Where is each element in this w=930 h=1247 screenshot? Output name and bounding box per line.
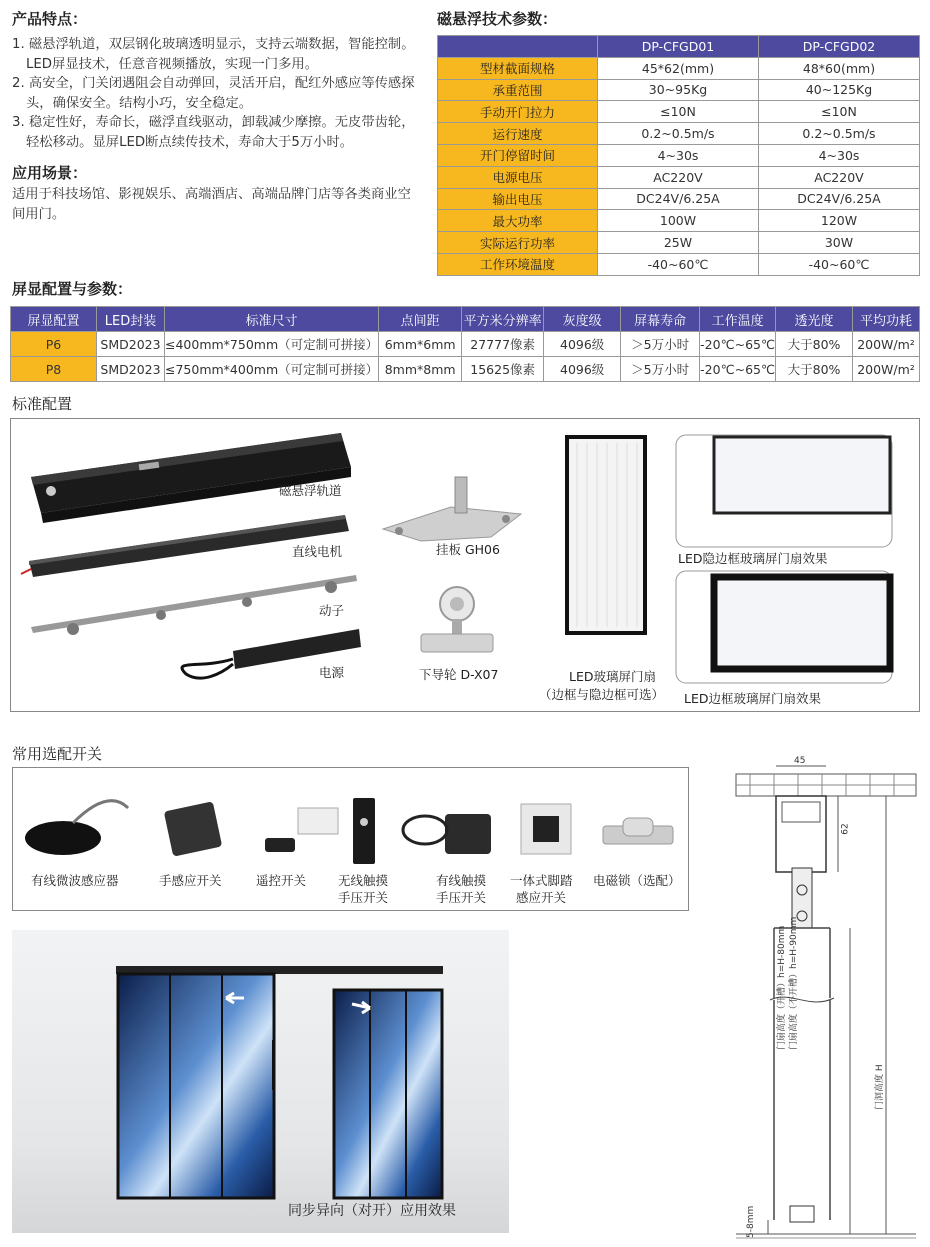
tech-value: 40~125Kg: [759, 79, 920, 101]
feature-item: 3. 稳定性好，寿命长，磁浮直线驱动，卸载减少摩擦。无皮带齿轮，轻松移动。显屏LED断点续传技术，寿命大于5万小时。: [12, 115, 415, 150]
caption-track: 磁悬浮轨道: [279, 483, 342, 498]
tech-value: 25W: [598, 232, 759, 254]
screen-cell: SMD2023: [97, 332, 165, 357]
tech-value: 48*60(mm): [759, 57, 920, 79]
tech-row: [438, 188, 920, 210]
wireless-touch-image: [353, 798, 375, 864]
tech-label: 实际运行功率: [438, 232, 598, 254]
caption-mover: 动子: [319, 603, 345, 618]
tech-value: 30~95Kg: [598, 79, 759, 101]
screen-header: 透光度: [776, 307, 853, 332]
track-image: [31, 433, 351, 523]
tech-value: 45*62(mm): [598, 57, 759, 79]
caption-door-sub: （边框与隐边框可选）: [539, 687, 665, 702]
label-door-height-slot: 门扇高度（开槽）h=H-80mm: [777, 925, 787, 1050]
screen-cell: 4096级: [544, 357, 621, 382]
switch-label: 无线触摸: [338, 873, 389, 888]
screen-cell: ＞5万小时: [621, 357, 700, 382]
frame-image: [676, 571, 892, 683]
switch-label-sub: 手压开关: [436, 890, 487, 905]
switch-label: 手感应开关: [159, 873, 222, 888]
tech-value: -40~60℃: [759, 253, 920, 275]
tech-header-model: DP-CFGD02: [759, 36, 920, 58]
remote-switch-image: [265, 808, 338, 852]
tech-label: 手动开门拉力: [438, 101, 598, 123]
hidden-frame-image: [676, 435, 892, 547]
tech-label: 工作环境温度: [438, 253, 598, 275]
screen-cell: ≤400mm*750mm（可定制可拼接）: [165, 332, 379, 357]
tech-label: 型材截面规格: [438, 57, 598, 79]
switch-label: 一体式脚踏: [510, 873, 573, 888]
switch-label-sub: 感应开关: [516, 890, 567, 905]
tech-value: 0.2~0.5m/s: [598, 123, 759, 145]
tech-header-blank: [438, 36, 598, 58]
screen-header-row: [11, 307, 920, 332]
application-photo: [12, 930, 509, 1233]
microwave-sensor-image: [25, 801, 128, 855]
label-door-height-noslot: 门扇高度（不开槽）h=H-90mm: [789, 916, 799, 1050]
caption-motor: 直线电机: [292, 544, 343, 559]
feature-item: 1. 磁悬浮轨道，双层钢化玻璃透明显示，支持云端数据，智能控制。LED屏显技术，任意音视频播放，实现一门多用。: [12, 37, 415, 72]
tech-row: [438, 123, 920, 145]
section-drawing: [730, 750, 925, 1247]
caption-hanger: 挂板 GH06: [436, 542, 500, 557]
features-list: [12, 35, 422, 152]
scene-title: 应用场景：: [12, 164, 88, 182]
screen-cell: 15625像素: [462, 357, 544, 382]
tech-row: [438, 57, 920, 79]
switch-label: 遥控开关: [256, 873, 307, 888]
screen-header: 平均功耗: [853, 307, 920, 332]
caption-power: 电源: [319, 665, 345, 680]
screen-cell: SMD2023: [97, 357, 165, 382]
tech-value: 100W: [598, 210, 759, 232]
switch-label: 电磁锁（选配）: [593, 873, 681, 888]
led-door-image: [567, 437, 645, 633]
screen-cell: 200W/m²: [853, 332, 920, 357]
tech-value: -40~60℃: [598, 253, 759, 275]
tech-label: 运行速度: [438, 123, 598, 145]
dim-width: 45: [794, 756, 806, 766]
tech-row: [438, 232, 920, 254]
screen-cell: 4096级: [544, 332, 621, 357]
tech-header-model: DP-CFGD01: [598, 36, 759, 58]
tech-value: 4~30s: [598, 144, 759, 166]
caption-guide: 下导轮 D-X07: [419, 667, 499, 682]
tech-value: ≤10N: [598, 101, 759, 123]
switch-illustrations: [13, 768, 688, 868]
features-title: 产品特点：: [12, 10, 88, 28]
door-photo-illustration: [12, 930, 509, 1233]
screen-cell: P6: [11, 332, 97, 357]
mover-image: [31, 575, 357, 635]
screen-cell: P8: [11, 357, 97, 382]
screen-header: 点间距: [379, 307, 462, 332]
tech-value: 0.2~0.5m/s: [759, 123, 920, 145]
screen-cell: 8mm*8mm: [379, 357, 462, 382]
tech-label: 输出电压: [438, 188, 598, 210]
caption-frame: LED边框玻璃屏门扇效果: [684, 691, 821, 706]
hand-sensor-image: [164, 801, 222, 856]
standard-box: [10, 418, 920, 712]
tech-row: [438, 253, 920, 275]
switches-box: [12, 767, 689, 911]
screen-cell: ＞5万小时: [621, 332, 700, 357]
tech-label: 电源电压: [438, 166, 598, 188]
screen-header: 屏显配置: [11, 307, 97, 332]
switch-label-sub: 手压开关: [338, 890, 389, 905]
caption-door: LED玻璃屏门扇: [569, 669, 656, 684]
screen-header: 屏幕寿命: [621, 307, 700, 332]
tech-row: [438, 210, 920, 232]
switches-title: 常用选配开关: [12, 745, 103, 763]
screen-row: [11, 357, 920, 382]
dim-height: 62: [840, 823, 851, 835]
screen-header: LED封装: [97, 307, 165, 332]
tech-header-row: [438, 36, 920, 58]
section-drawing-svg: [730, 750, 925, 1247]
tech-value: AC220V: [759, 166, 920, 188]
tech-label: 最大功率: [438, 210, 598, 232]
guide-wheel-image: [421, 587, 493, 652]
screen-cell: 6mm*6mm: [379, 332, 462, 357]
switch-label: 有线触摸: [436, 873, 487, 888]
screen-cell: -20℃~65℃: [700, 357, 776, 382]
tech-row: [438, 79, 920, 101]
foot-sensor-image: [521, 804, 571, 854]
screen-header: 灰度级: [544, 307, 621, 332]
tech-row: [438, 166, 920, 188]
screen-title: 屏显配置与参数：: [12, 280, 133, 298]
tech-label: 承重范围: [438, 79, 598, 101]
feature-item: 2. 高安全，门关闭遇阻会自动弹回，灵活开启，配红外感应等传感探头，确保安全。结构小巧，安全稳定。: [12, 76, 415, 111]
photo-caption: 同步异向（对开）应用效果: [288, 1203, 456, 1219]
tech-value: DC24V/6.25A: [759, 188, 920, 210]
standard-title: 标准配置: [12, 395, 73, 413]
screen-header: 平方米分辨率: [462, 307, 544, 332]
screen-cell: 200W/m²: [853, 357, 920, 382]
screen-cell: -20℃~65℃: [700, 332, 776, 357]
switch-label: 有线微波感应器: [31, 873, 119, 888]
tech-table: [437, 35, 920, 276]
screen-cell: 27777像素: [462, 332, 544, 357]
tech-value: 4~30s: [759, 144, 920, 166]
label-gap: 5-8mm: [746, 1205, 756, 1238]
tech-value: 30W: [759, 232, 920, 254]
screen-table: [10, 306, 920, 382]
electric-lock-image: [603, 818, 673, 844]
label-opening-height: 门洞高度 H: [875, 1064, 885, 1110]
tech-section: [437, 8, 920, 276]
tech-row: [438, 144, 920, 166]
wired-touch-image: [403, 814, 491, 854]
screen-header: 工作温度: [700, 307, 776, 332]
tech-value: ≤10N: [759, 101, 920, 123]
tech-value: DC24V/6.25A: [598, 188, 759, 210]
tech-value: AC220V: [598, 166, 759, 188]
screen-cell: ≤750mm*400mm（可定制可拼接）: [165, 357, 379, 382]
screen-row: [11, 332, 920, 357]
screen-header: 标准尺寸: [165, 307, 379, 332]
tech-value: 120W: [759, 210, 920, 232]
screen-cell: 大于80%: [776, 357, 853, 382]
tech-title: 磁悬浮技术参数：: [437, 10, 558, 28]
screen-cell: 大于80%: [776, 332, 853, 357]
scene-text: 适用于科技场馆、影视娱乐、高端酒店、高端品牌门店等各类商业空间用门。: [12, 187, 411, 222]
features-section: [12, 8, 422, 224]
tech-row: [438, 101, 920, 123]
hanger-image: [383, 477, 521, 541]
caption-hidden-frame: LED隐边框玻璃屏门扇效果: [678, 551, 828, 566]
tech-label: 开门停留时间: [438, 144, 598, 166]
